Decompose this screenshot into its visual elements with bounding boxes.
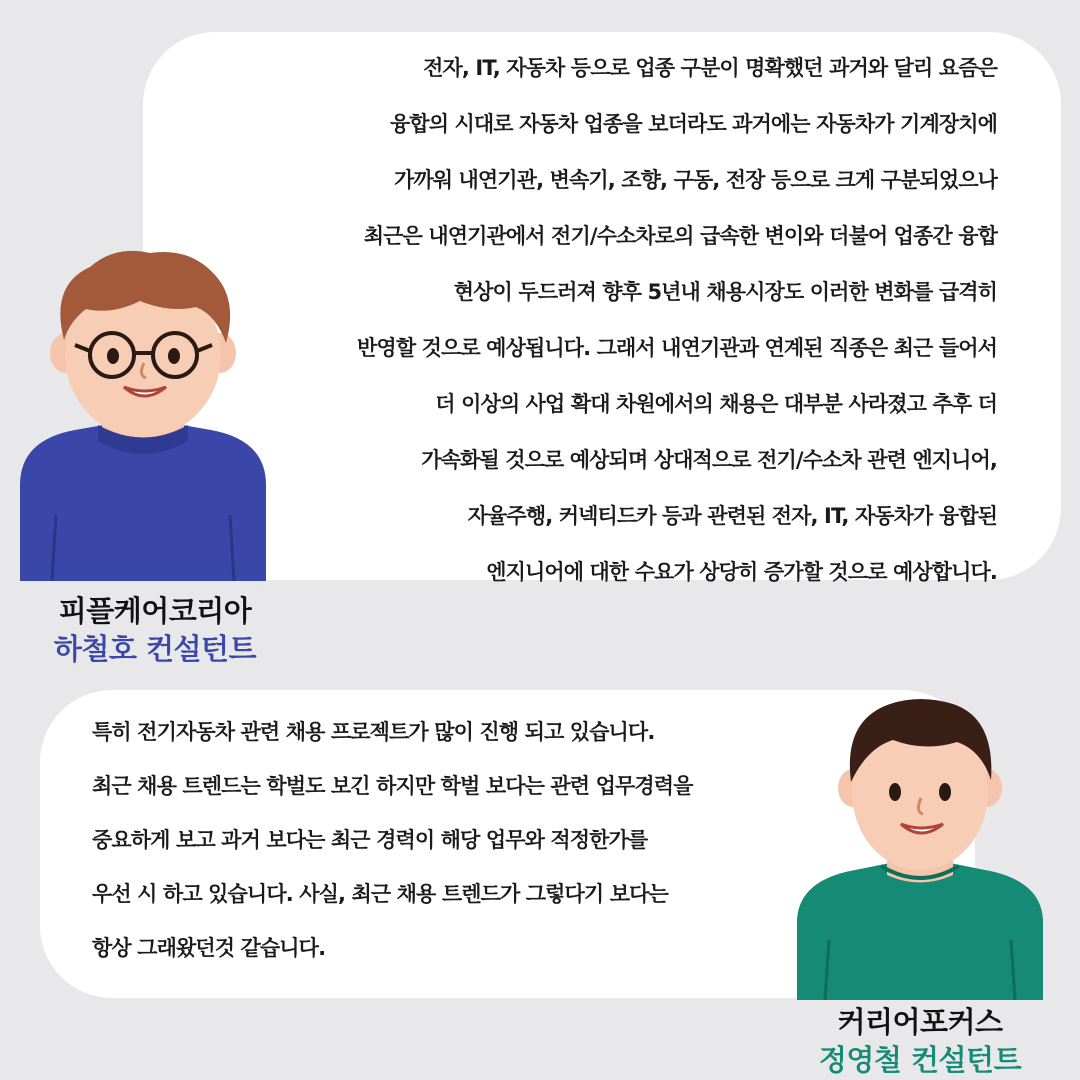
quote-1-line: 엔지니어에 대한 수요가 상당히 증가할 것으로 예상합니다. [486, 560, 997, 584]
quote-1-line: 전자, IT, 자동차 등으로 업종 구분이 명확했던 과거와 달리 요즘은 [423, 56, 997, 80]
quote-2-line: 항상 그래왔던것 같습니다. [92, 936, 326, 960]
quote-2-line: 특히 전기자동차 관련 채용 프로젝트가 많이 진행 되고 있습니다. [92, 720, 655, 744]
man-with-glasses-icon [20, 245, 266, 581]
quote-1-line: 더 이상의 사업 확대 차원에서의 채용은 대부분 사라졌고 추후 더 [435, 392, 997, 416]
quote-1-line: 최근은 내연기관에서 전기/수소차로의 급속한 변이와 더불어 업종간 융합 [363, 224, 997, 248]
quote-1-text [197, 40, 997, 600]
quote-1-line: 가속화될 것으로 예상되며 상대적으로 전기/수소차 관련 엔지니어, [421, 448, 997, 472]
quote-2-line: 중요하게 보고 과거 보다는 최근 경력이 해당 업무와 적정한가를 [92, 828, 648, 852]
quote-1-line: 융합의 시대로 자동차 업종을 보더라도 과거에는 자동차가 기계장치에 [389, 112, 997, 136]
consultant-2-role: 정영철 컨설턴트 [818, 1043, 1022, 1077]
consultant-1-caption [0, 592, 310, 668]
quote-1-line: 자율주행, 커넥티드카 등과 관련된 전자, IT, 자동차가 융합된 [467, 504, 997, 528]
consultant-2-company: 커리어포커스 [837, 1005, 1003, 1039]
quote-1-line: 반영할 것으로 예상됩니다. 그래서 내연기관과 연계된 직종은 최근 들어서 [357, 336, 997, 360]
quote-1-line: 현상이 두드러져 향후 5년내 채용시장도 이러한 변화를 급격히 [453, 280, 997, 304]
man-green-shirt-icon [795, 690, 1045, 1000]
quote-2-text [92, 705, 852, 975]
consultant-2-caption [770, 1003, 1070, 1079]
quote-2-line: 우선 시 하고 있습니다. 사실, 최근 채용 트렌드가 그렇다기 보다는 [92, 882, 668, 906]
consultant-1-company: 피플케어코리아 [58, 594, 252, 628]
consultant-1-role: 하철호 컨설턴트 [53, 632, 257, 666]
quote-2-line: 최근 채용 트렌드는 학벌도 보긴 하지만 학벌 보다는 관련 업무경력을 [92, 774, 693, 798]
quote-1-line: 가까워 내연기관, 변속기, 조향, 구동, 전장 등으로 크게 구분되었으나 [393, 168, 997, 192]
